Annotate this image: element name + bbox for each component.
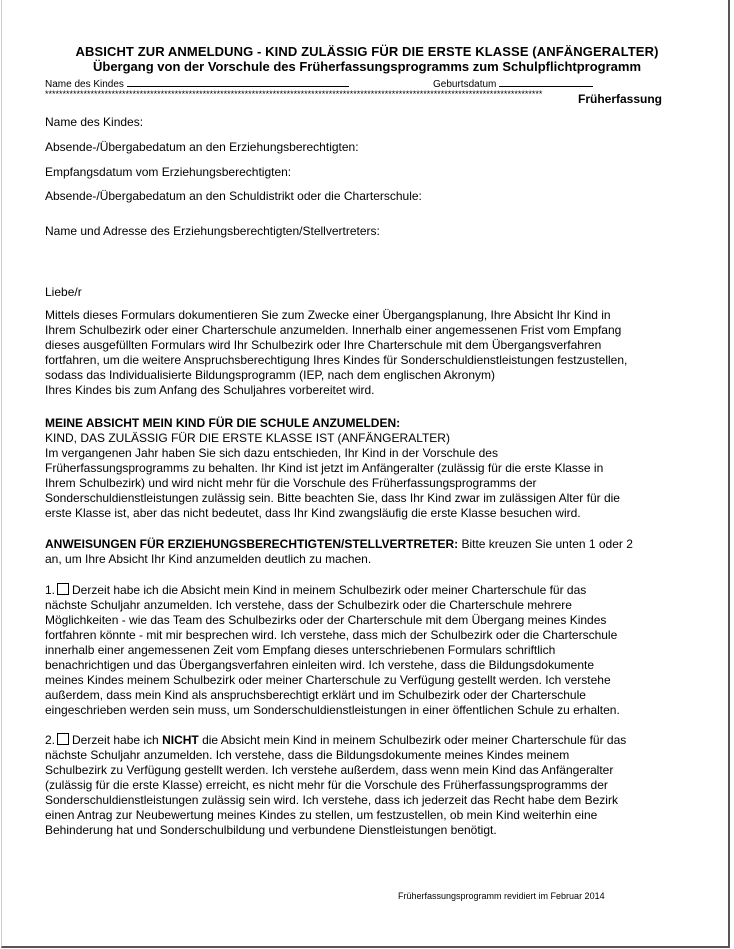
option-1-first-line (45, 583, 693, 598)
option-1-line: Möglichkeiten - wie das Team des Schulbezirks oder der Charterschule mit dem Übergang meines Kindes (45, 613, 607, 627)
option-2 (45, 733, 693, 838)
program-label: Früherfassung (578, 92, 663, 106)
instructions-line (45, 537, 693, 552)
option-1-line: benachrichtigen und das Übergangsverfahren einleiten wird. Ich verstehe, dass die Bildungsdokumente (45, 658, 595, 672)
option-1-number: 1. (45, 583, 56, 597)
salutation: Liebe/r (45, 285, 82, 299)
separator-stars: ********************************************************************************************************************************************** (45, 89, 543, 99)
option-2-line: einen Antrag zur Neubewertung meines Kindes zu stellen, um festzustellen, ob mein Kind weiterhin eine (45, 808, 598, 822)
intro-line: dieses ausgefüllten Formulars wird Ihr Schulbezirk oder Ihre Charterschule mit dem Übergangsverfahren (45, 338, 602, 352)
intro-line: Ihrem Schulbezirk oder einer Charterschule anzumelden. Innerhalb einer angemessenen Frist vom Empfang (45, 323, 622, 337)
option-1 (45, 583, 693, 718)
field-send-date-guardian: Absende-/Übergabedatum an den Erziehungsberechtigten: (45, 140, 359, 154)
intent-line: Im vergangenen Jahr haben Sie sich dazu entschieden, Ihr Kind in der Vorschule des (45, 446, 498, 460)
option-2-number: 2. (45, 733, 56, 747)
child-name-blank[interactable] (127, 77, 349, 87)
option-1-line: außerdem, dass mein Kind als anspruchsberechtigt erklärt und im Schulbezirk oder der Charterschule (45, 688, 586, 702)
option-1-line: eingeschrieben werden sein muss, um Sonderschuldienstleistungen in einer öffentlichen Schule zu erhalten. (45, 703, 620, 717)
field-guardian-name-address: Name und Adresse des Erziehungsberechtigten/Stellvertreters: (45, 224, 380, 238)
intro-line: Ihres Kindes bis zum Anfang des Schuljahres vorbereitet wird. (45, 383, 375, 397)
intent-line: erste Klasse ist, aber das nicht bedeutet, dass Ihr Kind zwangsläufig die erste Klasse besuchen wird. (45, 506, 581, 520)
birthdate-blank[interactable] (499, 77, 593, 87)
instructions-heading: ANWEISUNGEN FÜR ERZIEHUNGSBERECHTIGTEN/STELLVERTRETER: (45, 537, 459, 551)
intent-line: Früherfassungsprogramms zu behalten. Ihr Kind ist jetzt im Anfängeralter (zulässig für die erste Klasse in (45, 461, 604, 475)
document-title: ABSICHT ZUR ANMELDUNG - KIND ZULÄSSIG FÜR DIE ERSTE KLASSE (ANFÄNGERALTER) (75, 44, 659, 59)
instructions-text: Bitte kreuzen Sie unten 1 oder 2 (458, 537, 633, 551)
intro-line: fortfahren, um die weitere Anspruchsberechtigung Ihres Kindes für Sonderschuldienstleistungen festzustellen, (45, 353, 628, 367)
option-1-text: Derzeit habe ich die Absicht mein Kind in meinem Schulbezirk oder meiner Charterschule für das (72, 583, 587, 597)
option-2-line: Schulbezirk zu Verfügung gestellt werden. Ich verstehe außerdem, dass wenn mein Kind das Anfängeralter (45, 763, 614, 777)
option-1-line: fortfahren könnte - mit mir besprechen wird. Ich verstehe, dass mich der Schulbezirk oder die Charterschule (45, 628, 618, 642)
intent-heading: MEINE ABSICHT MEIN KIND FÜR DIE SCHULE ANZUMELDEN: (45, 416, 401, 430)
field-child-name: Name des Kindes: (45, 115, 144, 129)
option-2-line: Sonderschuldienstleistungen zulässig sein wird. Ich verstehe, dass ich jederzeit das Recht habe dem Bezirk (45, 793, 618, 807)
option-1-line: nächste Schuljahr anzumelden. Ich verstehe, dass der Schulbezirk oder die Charterschule mehrere (45, 598, 572, 612)
footer-revision: Früherfassungsprogramm revidiert im Februar 2014 (398, 891, 605, 901)
option-2-pre: Derzeit habe ich (72, 733, 163, 747)
option-1-line: meines Kindes meinem Schulbezirk oder meiner Charterschule zu Verfügung gestellt werden. Ich verstehe (45, 673, 611, 687)
option-2-first-line (45, 733, 693, 748)
intent-line: Sonderschuldienstleistungen zulässig sein. Bitte beachten Sie, dass Ihr Kind zwar im zulässigen Alter für die (45, 491, 620, 505)
option-2-not: NICHT (162, 733, 199, 747)
intent-line: Ihrem Schulbezirk) und wird nicht mehr für die Vorschule des Früherfassungsprogramms der (45, 476, 537, 490)
option-2-text: die Absicht mein Kind in meinem Schulbezirk oder meiner Charterschule für das (198, 733, 627, 747)
intro-line: sodass das Individualisierte Bildungsprogramm (IEP, nach dem englischen Akronym) (45, 368, 496, 382)
intent-section (45, 416, 693, 521)
intent-subheading: KIND, DAS ZULÄSSIG FÜR DIE ERSTE KLASSE IST (ANFÄNGERALTER) (45, 431, 450, 445)
intro-line: Mittels dieses Formulars dokumentieren Sie zum Zwecke einer Übergangsplanung, Ihre Absicht Ihr Kind in (45, 308, 611, 322)
birthdate-label: Geburtsdatum (433, 79, 497, 90)
intro-paragraph (45, 308, 693, 398)
field-send-date-district: Absende-/Übergabedatum an den Schuldistrikt oder die Charterschule: (45, 189, 422, 203)
field-receipt-date: Empfangsdatum vom Erziehungsberechtigten: (45, 165, 292, 179)
option-2-line: Behinderung hat und Sonderschulbildung und verbundene Dienstleistungen benötigt. (45, 823, 497, 837)
instructions-section (45, 537, 693, 567)
option-1-line: innerhalb einer angemessenen Zeit vom Empfang dieses unterschriebenen Formulars schriftlich (45, 643, 556, 657)
option-2-line: (zulässig für die erste Klasse) erreicht, es nicht mehr für die Vorschule des Früherfassungsprogramms der (45, 778, 608, 792)
child-name-label: Name des Kindes (45, 79, 124, 90)
document-subtitle: Übergang von der Vorschule des Früherfassungsprogramms zum Schulpflichtprogramm (92, 59, 642, 74)
option-2-checkbox[interactable] (57, 733, 69, 745)
instructions-line: an, um Ihre Absicht Ihr Kind anzumelden deutlich zu machen. (45, 552, 372, 566)
option-1-checkbox[interactable] (57, 583, 69, 595)
option-2-line: nächste Schuljahr anzumelden. Ich verstehe, dass die Bildungsdokumente meines Kindes meinem (45, 748, 570, 762)
